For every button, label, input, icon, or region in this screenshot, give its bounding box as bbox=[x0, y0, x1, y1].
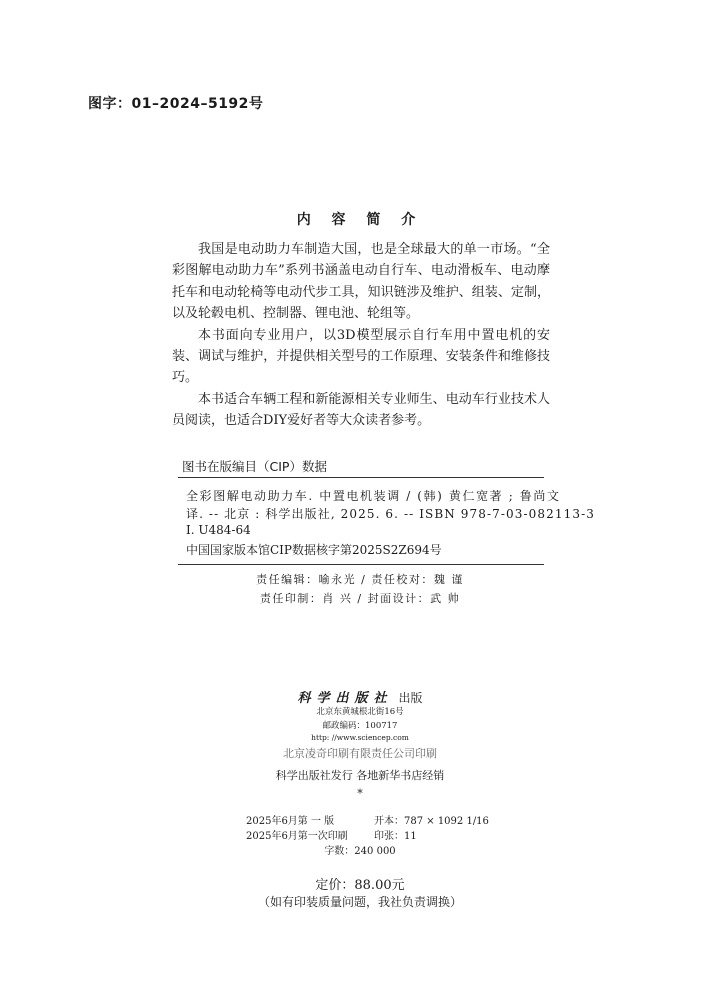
publisher-zip: 邮政编码：100717 bbox=[322, 721, 398, 731]
cip-line-publication: 译. -- 北京 : 科学出版社, 2025. 6. -- ISBN 978-7-03-082113-3 bbox=[186, 507, 595, 521]
cip-title: 图书在版编目（CIP）数据 bbox=[182, 459, 327, 474]
copyright-registration: 图字：01–2024–5192号 bbox=[88, 96, 264, 112]
printing-info: 2025年6月第一次印刷 bbox=[246, 831, 348, 842]
publisher-suffix: 出版 bbox=[398, 691, 423, 705]
format-info: 开本：787 × 1092 1/16 bbox=[374, 816, 489, 827]
cip-record bbox=[178, 477, 595, 565]
quality-notice: （如有印装质量问题，我社负责调换） bbox=[257, 895, 462, 909]
sheets-info: 印张：11 bbox=[374, 831, 417, 842]
publisher-website: http: //www.sciencep.com bbox=[311, 733, 409, 742]
staff-editors: 责任编辑：喻永光 / 责任校对：魏 谨 bbox=[256, 573, 464, 586]
summary-paragraph: 我国是电动助力车制造大国，也是全球最大的单一市场。“全彩图解电动助力车”系列书涵盖电动自行车、电动滑板车、电动摩托车和电动轮椅等电动代步工具，知识链涉及维护、组装、定制，以及轮毂电机、控制器、锂电池、轮组等。 bbox=[172, 242, 550, 322]
summary-paragraph: 本书面向专业用户，以3D模型展示自行车用中置电机的安装、调试与维护，并提供相关型号的工作原理、安装条件和维修技巧。 bbox=[172, 327, 550, 386]
distribution-line: 科学出版社发行 各地新华书店经销 bbox=[275, 769, 445, 782]
publisher-line bbox=[0, 687, 720, 706]
word-count: 字数：240 000 bbox=[324, 846, 396, 857]
publisher-logo-name: 科学出版社 bbox=[297, 691, 393, 706]
price: 定价：88.00元 bbox=[315, 878, 405, 893]
summary-text bbox=[172, 239, 550, 432]
cip-line-classification: Ⅰ. U484-64 bbox=[186, 523, 251, 537]
summary-paragraph: 本书适合车辆工程和新能源相关专业师生、电动车行业技术人员阅读，也适合DIY爱好者等大众读者参考。 bbox=[172, 391, 550, 429]
cip-line-title: 全彩图解电动助力车. 中置电机装调 / (韩) 黄仁宽著 ; 鲁尚文 bbox=[186, 489, 561, 503]
edition-info: 2025年6月第 一 版 bbox=[246, 816, 335, 827]
separator-star: * bbox=[357, 787, 363, 800]
printer-line: 北京凌奇印刷有限责任公司印刷 bbox=[283, 747, 437, 760]
summary-title: 内 容 简 介 bbox=[296, 212, 424, 228]
cip-line-record-number: 中国国家版本馆CIP数据核字第2025S2Z694号 bbox=[186, 543, 442, 557]
staff-production: 责任印制：肖 兴 / 封面设计：武 帅 bbox=[259, 592, 461, 605]
publisher-address: 北京东黄城根北街16号 bbox=[316, 707, 404, 717]
